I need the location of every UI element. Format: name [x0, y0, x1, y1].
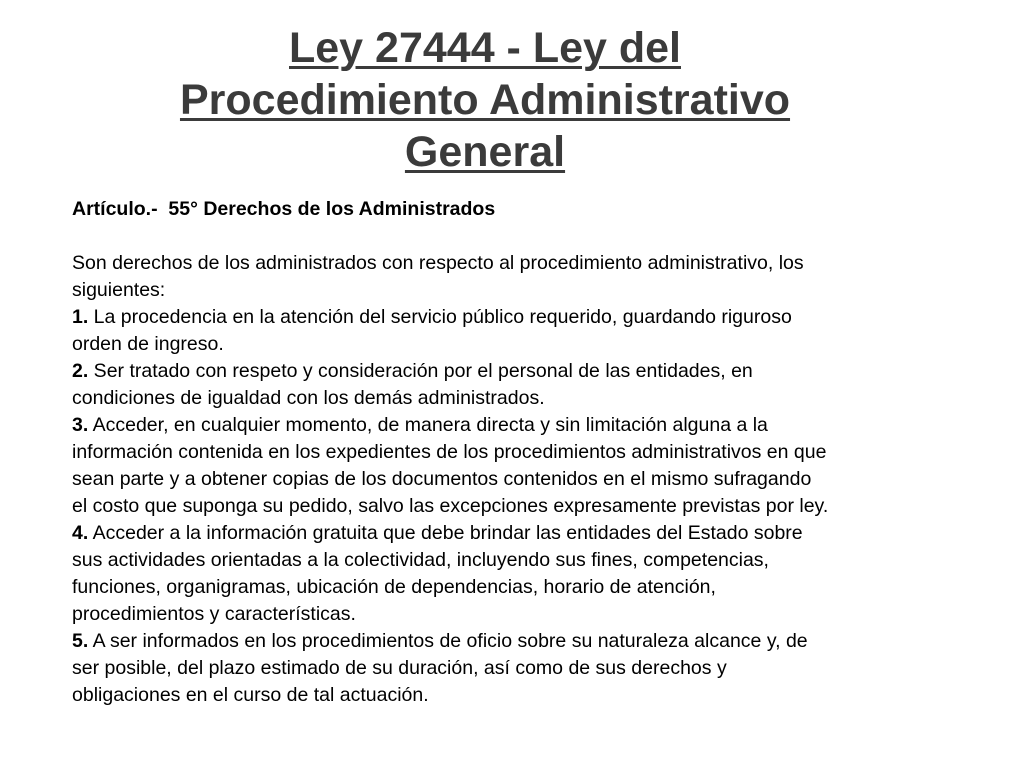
title-line-3: General	[404, 128, 566, 176]
list-item-text: Ser tratado con respeto y consideración por el personal de las entidades, en	[88, 360, 753, 382]
list-item-first-line	[72, 628, 972, 655]
intro-line: Son derechos de los administrados con respecto al procedimiento administrativo, los	[72, 252, 804, 274]
article-heading: Artículo.- 55° Derechos de los Administrados	[72, 198, 496, 220]
list-item-number: 5.	[72, 630, 89, 652]
list-item-1	[72, 304, 972, 358]
title-line-1: Ley 27444 - Ley del	[289, 24, 681, 72]
list-item-5	[72, 628, 972, 709]
list-item-line: obligaciones en el curso de tal actuación.	[72, 684, 429, 706]
list-item-line: sean parte y a obtener copias de los documentos contenidos en el mismo sufragando	[72, 468, 812, 490]
list-item-text: La procedencia en la atención del servicio público requerido, guardando riguroso	[88, 306, 792, 328]
list-item-number: 2.	[72, 360, 89, 382]
list-item-line: el costo que suponga su pedido, salvo las excepciones expresamente previstas por ley.	[72, 495, 829, 517]
intro-line: siguientes:	[72, 279, 166, 301]
list-item-first-line	[72, 358, 972, 385]
page-title	[110, 22, 860, 178]
title-line-2: Procedimiento Administrativo	[179, 76, 791, 124]
list-item-3	[72, 412, 972, 520]
list-item-text: A ser informados en los procedimientos de oficio sobre su naturaleza alcance y, de	[88, 630, 808, 652]
list-item-text: Acceder a la información gratuita que debe brindar las entidades del Estado sobre	[88, 522, 803, 544]
list-item-first-line	[72, 304, 972, 331]
list-item-4	[72, 520, 972, 628]
list-item-line: sus actividades orientadas a la colectividad, incluyendo sus fines, competencias,	[72, 549, 769, 571]
list-item-number: 3.	[72, 414, 89, 436]
list-item-number: 4.	[72, 522, 89, 544]
article-body	[72, 250, 972, 709]
list-item-line: información contenida en los expedientes de los procedimientos administrativos en que	[72, 441, 827, 463]
list-item-line: orden de ingreso.	[72, 333, 224, 355]
list-item-line: procedimientos y características.	[72, 603, 356, 625]
list-item-line: condiciones de igualdad con los demás administrados.	[72, 387, 545, 409]
list-item-first-line	[72, 520, 972, 547]
list-item-first-line	[72, 412, 972, 439]
list-item-line: ser posible, del plazo estimado de su duración, así como de sus derechos y	[72, 657, 727, 679]
list-item-number: 1.	[72, 306, 89, 328]
list-item-line: funciones, organigramas, ubicación de dependencias, horario de atención,	[72, 576, 716, 598]
list-item-text: Acceder, en cualquier momento, de manera directa y sin limitación alguna a la	[88, 414, 768, 436]
list-item-2	[72, 358, 972, 412]
